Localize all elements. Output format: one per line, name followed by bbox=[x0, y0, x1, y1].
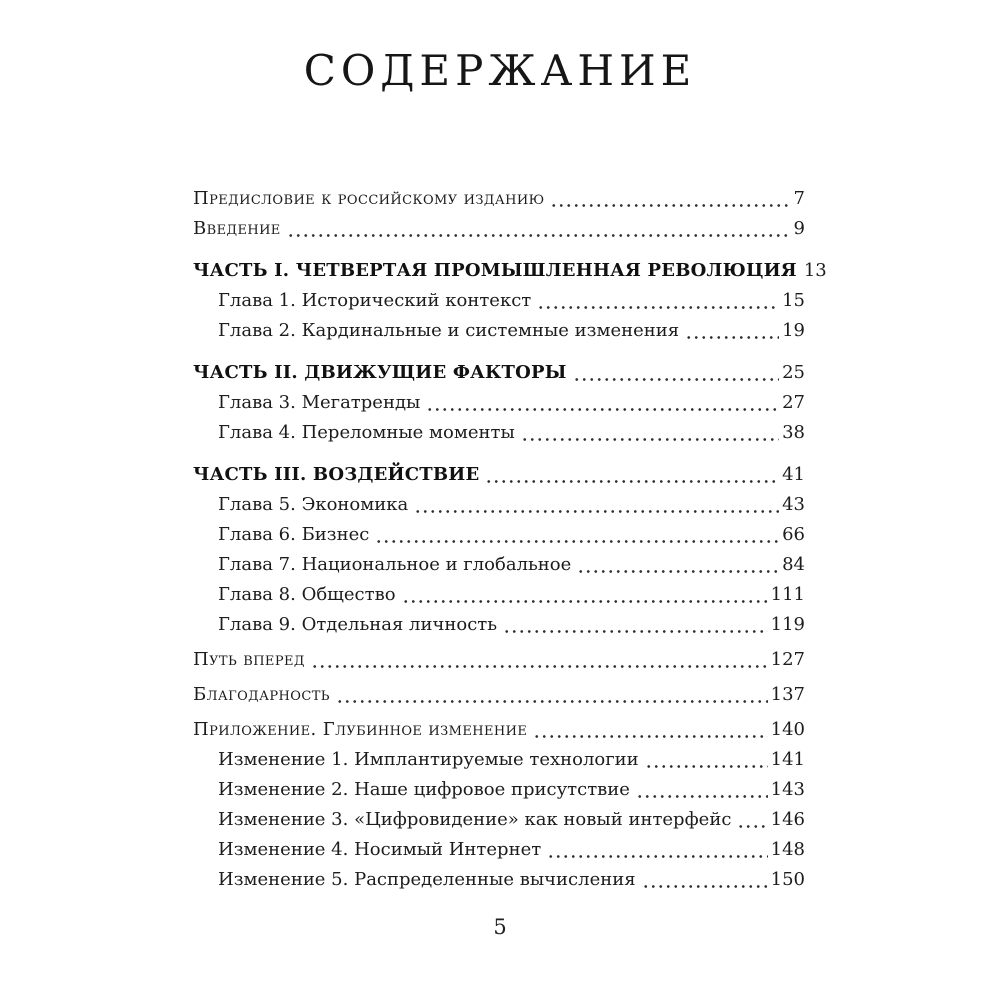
dot-leader bbox=[309, 645, 768, 675]
toc-entry-label: Глава 2. Кардинальные и системные изменения bbox=[218, 320, 680, 341]
dot-leader bbox=[640, 865, 768, 895]
toc-row bbox=[193, 775, 805, 805]
dot-leader bbox=[334, 680, 768, 710]
toc-entry-label: ЧАСТЬ I. ЧЕТВЕРТАЯ ПРОМЫШЛЕННАЯ РЕВОЛЮЦИЯ bbox=[193, 260, 797, 281]
toc-entry-page-number: 111 bbox=[770, 584, 805, 605]
toc-row bbox=[193, 316, 805, 346]
toc-entry-page-number: 27 bbox=[782, 392, 805, 413]
toc-entry-page-number: 140 bbox=[770, 719, 805, 740]
toc-entry-label: Глава 7. Национальное и глобальное bbox=[218, 554, 572, 575]
folio-page-number: 5 bbox=[493, 915, 507, 939]
toc-entry-label: ЧАСТЬ II. ДВИЖУЩИЕ ФАКТОРЫ bbox=[193, 362, 567, 383]
dot-leader bbox=[412, 490, 779, 520]
dot-leader bbox=[634, 775, 768, 805]
toc-entry-page-number: 13 bbox=[803, 260, 827, 281]
toc-row bbox=[193, 286, 805, 316]
toc-entry-label: Глава 8. Общество bbox=[218, 584, 396, 605]
toc-entry-page-number: 66 bbox=[782, 524, 805, 545]
toc-row bbox=[193, 418, 805, 448]
dot-leader bbox=[501, 610, 768, 640]
toc-row bbox=[193, 520, 805, 550]
toc-entry-page-number: 148 bbox=[770, 839, 805, 860]
toc-row bbox=[193, 680, 805, 710]
toc-entry-label: Изменение 3. «Цифровидение» как новый интерфейс bbox=[218, 809, 732, 830]
dot-leader bbox=[424, 388, 779, 418]
dot-leader bbox=[285, 214, 791, 244]
toc-entry-page-number: 25 bbox=[782, 362, 805, 383]
toc-row bbox=[193, 580, 805, 610]
toc-entry-page-number: 137 bbox=[770, 684, 805, 705]
toc-entry-label: Глава 6. Бизнес bbox=[218, 524, 370, 545]
dot-leader bbox=[571, 358, 780, 388]
toc-entry-page-number: 141 bbox=[770, 749, 805, 770]
toc-entry-page-number: 146 bbox=[770, 809, 805, 830]
toc-row bbox=[193, 645, 805, 675]
dot-leader bbox=[575, 550, 779, 580]
dot-leader bbox=[535, 286, 779, 316]
toc-entry-label: Изменение 1. Имплантируемые технологии bbox=[218, 749, 639, 770]
toc-entry-page-number: 19 bbox=[782, 320, 805, 341]
toc-entry-label: Изменение 5. Распределенные вычисления bbox=[218, 869, 636, 890]
dot-leader bbox=[548, 184, 790, 214]
toc-entry-label: Благодарность bbox=[193, 684, 330, 705]
dot-leader bbox=[735, 805, 767, 835]
toc-entry-label: Глава 4. Переломные моменты bbox=[218, 422, 515, 443]
toc-row bbox=[193, 865, 805, 895]
dot-leader bbox=[545, 835, 767, 865]
toc-entry-label: Глава 9. Отдельная личность bbox=[218, 614, 498, 635]
toc-row bbox=[193, 256, 827, 286]
toc-entry-label: ЧАСТЬ III. ВОЗДЕЙСТВИЕ bbox=[193, 464, 480, 485]
toc-entry-page-number: 143 bbox=[770, 779, 805, 800]
toc-row bbox=[193, 745, 805, 775]
toc-row bbox=[193, 184, 805, 214]
toc-entry-page-number: 150 bbox=[770, 869, 805, 890]
toc-entry-page-number: 15 bbox=[782, 290, 805, 311]
toc-entry-label: Изменение 2. Наше цифровое присутствие bbox=[218, 779, 630, 800]
toc-row bbox=[193, 214, 805, 244]
toc-entry-page-number: 9 bbox=[793, 218, 805, 239]
toc-entry-label: Введение bbox=[193, 218, 281, 239]
toc-entry-label: Приложение. Глубинное изменение bbox=[193, 719, 528, 740]
dot-leader bbox=[400, 580, 768, 610]
dot-leader bbox=[531, 715, 767, 745]
toc-entry-page-number: 127 bbox=[770, 649, 805, 670]
page-title: СОДЕРЖАНИЕ bbox=[303, 46, 697, 95]
dot-leader bbox=[643, 745, 768, 775]
toc-row bbox=[193, 388, 805, 418]
toc-row bbox=[193, 835, 805, 865]
toc-entry-label: Предисловие к российскому изданию bbox=[193, 188, 545, 209]
toc-entry-page-number: 119 bbox=[770, 614, 805, 635]
toc-entry-page-number: 84 bbox=[782, 554, 805, 575]
toc-row bbox=[193, 610, 805, 640]
toc-entry-label: Глава 5. Экономика bbox=[218, 494, 409, 515]
toc-row bbox=[193, 358, 805, 388]
toc-row bbox=[193, 715, 805, 745]
toc-entry-page-number: 7 bbox=[793, 188, 805, 209]
toc-entry-page-number: 38 bbox=[782, 422, 805, 443]
toc-entry-label: Путь вперед bbox=[193, 649, 305, 670]
toc-entry-page-number: 43 bbox=[782, 494, 805, 515]
dot-leader bbox=[373, 520, 779, 550]
toc-row bbox=[193, 805, 805, 835]
dot-leader bbox=[483, 460, 779, 490]
toc-entry-label: Глава 3. Мегатренды bbox=[218, 392, 421, 413]
dot-leader bbox=[519, 418, 779, 448]
toc-row bbox=[193, 460, 805, 490]
toc-entry-page-number: 41 bbox=[782, 464, 805, 485]
toc-row bbox=[193, 490, 805, 520]
toc-entry-label: Изменение 4. Носимый Интернет bbox=[218, 839, 542, 860]
toc-entry-label: Глава 1. Исторический контекст bbox=[218, 290, 532, 311]
toc-list bbox=[0, 184, 1000, 895]
toc-row bbox=[193, 550, 805, 580]
dot-leader bbox=[683, 316, 779, 346]
